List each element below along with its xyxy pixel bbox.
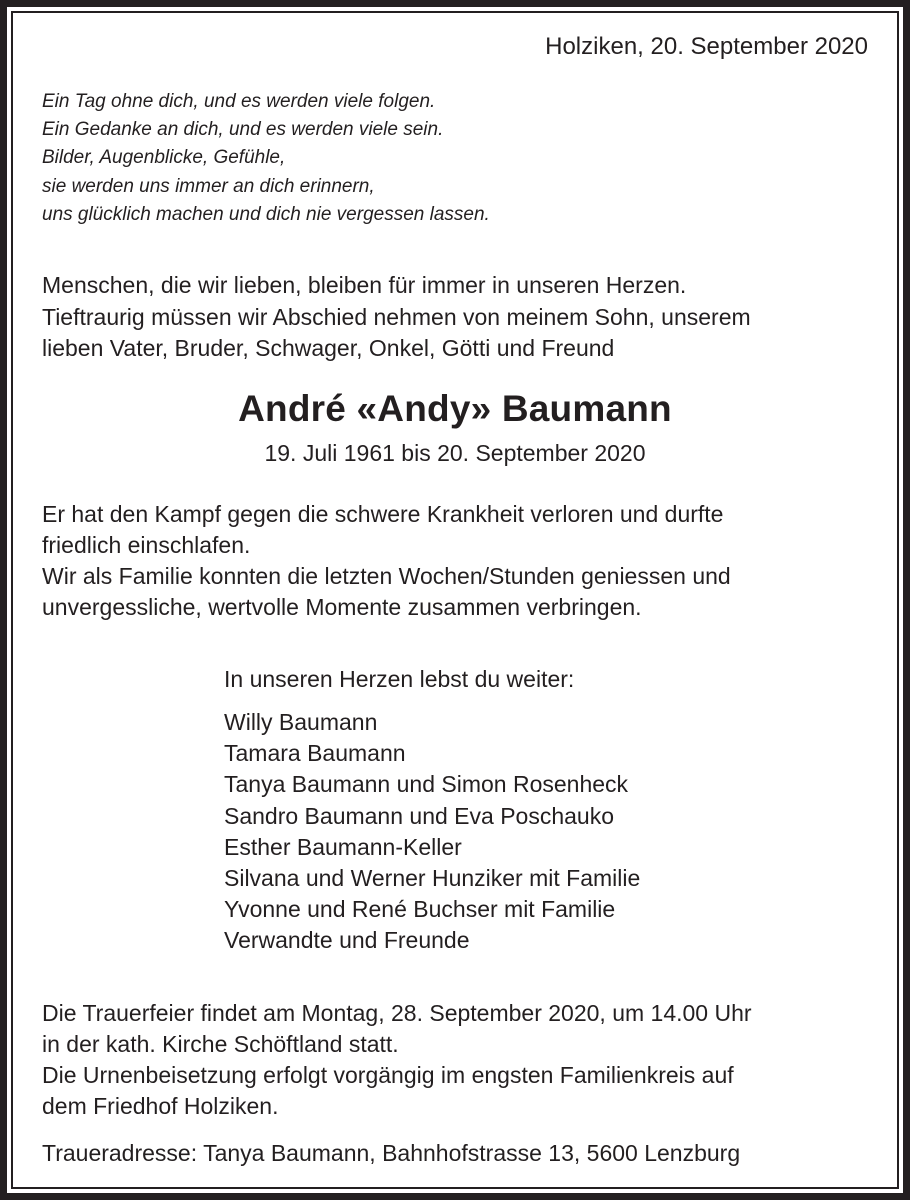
poem-line: Ein Tag ohne dich, und es werden viele folgen. (42, 91, 436, 112)
ceremony-line: Die Trauerfeier findet am Montag, 28. September 2020, um 14.00 Uhr (42, 1000, 752, 1026)
poem (42, 88, 490, 229)
life-dates: 19. Juli 1961 bis 20. September 2020 (264, 440, 646, 466)
story-line: Wir als Familie konnten die letzten Wochen/Stunden geniessen und (42, 563, 731, 589)
mourner-name: Sandro Baumann und Eva Poschauko (224, 802, 614, 829)
intro-text (42, 270, 751, 365)
intro-line: Menschen, die wir lieben, bleiben für immer in unseren Herzen. (42, 272, 687, 298)
mourner-name: Willy Baumann (224, 709, 378, 735)
mourning-address: Traueradresse: Tanya Baumann, Bahnhofstrasse 13, 5600 Lenzburg (42, 1140, 741, 1166)
story-line: friedlich einschlafen. (42, 532, 251, 558)
ceremony-line: Die Urnenbeisetzung erfolgt vorgängig im engsten Familienkreis auf (42, 1062, 734, 1088)
intro-line: Tieftraurig müssen wir Abschied nehmen von meinem Sohn, unserem (42, 303, 751, 330)
story-text (42, 499, 731, 623)
mourner-name: Yvonne und René Buchser mit Familie (224, 896, 616, 923)
mourner-name: Tanya Baumann und Simon Rosenheck (224, 771, 629, 798)
poem-line: Ein Gedanke an dich, und es werden viele sein. (42, 119, 444, 141)
ceremony-line: in der kath. Kirche Schöftland statt. (42, 1031, 399, 1057)
poem-line: Bilder, Augenblicke, Gefühle, (42, 147, 286, 169)
poem-line: uns glücklich machen und dich nie vergessen lassen. (42, 203, 490, 225)
mourners-heading: In unseren Herzen lebst du weiter: (224, 666, 575, 692)
mourner-name: Silvana und Werner Hunziker mit Familie (224, 865, 641, 892)
story-line: Er hat den Kampf gegen die schwere Krankheit verloren und durfte (42, 501, 724, 527)
deceased-name: André «Andy» Baumann (238, 388, 672, 429)
place-date: Holziken, 20. September 2020 (545, 33, 868, 60)
mourner-name: Tamara Baumann (224, 740, 406, 767)
ceremony-line: dem Friedhof Holziken. (42, 1093, 279, 1119)
poem-line: sie werden uns immer an dich erinnern, (42, 175, 375, 197)
intro-line: lieben Vater, Bruder, Schwager, Onkel, Götti und Freund (42, 335, 615, 361)
mourner-name: Esther Baumann-Keller (224, 833, 462, 860)
story-line: unvergessliche, wertvolle Momente zusammen verbringen. (42, 594, 642, 620)
mourner-name: Verwandte und Freunde (224, 927, 470, 954)
ceremony-text (42, 998, 752, 1122)
mourners-list (224, 707, 640, 957)
